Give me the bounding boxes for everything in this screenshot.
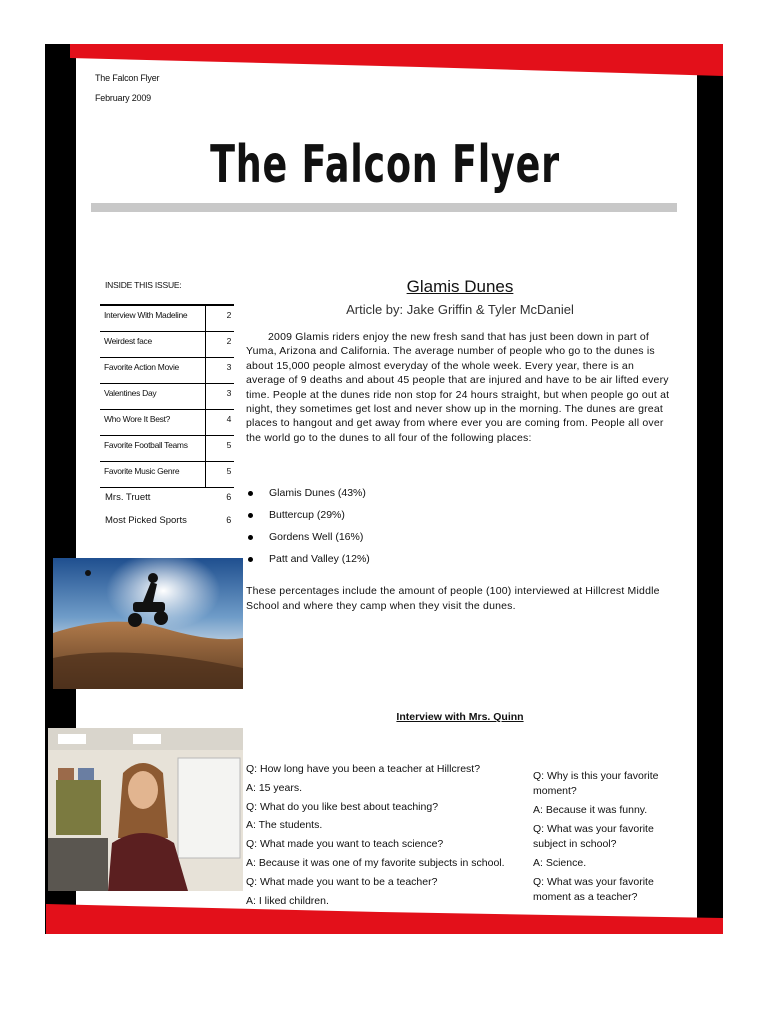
- toc-row[interactable]: [100, 435, 234, 461]
- toc-item-title: Interview With Madeline: [104, 310, 188, 320]
- issue-date: February 2009: [95, 93, 151, 103]
- toc-item-page: 2: [226, 336, 231, 346]
- interview-line: A: The students.: [246, 819, 323, 832]
- toc-item-page: 5: [226, 440, 231, 450]
- toc-item-title: Favorite Music Genre: [104, 466, 180, 476]
- toc-row[interactable]: [100, 331, 234, 357]
- interview-line: A: Because it was one of my favorite subjects in school.: [246, 856, 505, 869]
- bullet-icon: [248, 513, 253, 518]
- toc-row[interactable]: [100, 488, 234, 511]
- list-item: [246, 504, 546, 526]
- masthead-rule: [91, 203, 677, 212]
- toc-item-page: 4: [226, 414, 231, 424]
- toc-row[interactable]: [100, 304, 234, 331]
- toc-item-page: 3: [226, 388, 231, 398]
- toc-item-page: 6: [226, 492, 231, 502]
- toc-row[interactable]: [100, 409, 234, 435]
- toc-item-title: Who Wore It Best?: [104, 414, 171, 424]
- toc-item-title: Most Picked Sports: [105, 515, 187, 526]
- toc-item-page: 5: [226, 466, 231, 476]
- toc-row[interactable]: [100, 511, 234, 534]
- interview-right-column: [533, 769, 683, 909]
- interview-line: Q: What do you like best about teaching?: [246, 800, 439, 813]
- toc-item-title: Favorite Action Movie: [104, 362, 179, 372]
- article-byline: Article by: Jake Griffin & Tyler McDaniel: [346, 302, 574, 317]
- places-list: [246, 482, 546, 570]
- bullet-icon: [248, 557, 253, 562]
- interview-line: Q: What was your favorite moment as a teacher?: [533, 876, 654, 903]
- interview-line: Q: What made you want to be a teacher?: [246, 875, 438, 888]
- toc-item-title: Weirdest face: [104, 336, 152, 346]
- toc-row[interactable]: [100, 461, 234, 488]
- interview-line: Q: What was your favorite subject in school?: [533, 823, 654, 850]
- list-item: [246, 482, 546, 504]
- toc-item-title: Mrs. Truett: [105, 492, 151, 503]
- toc-item-title: Valentines Day: [104, 388, 157, 398]
- article-body: [246, 330, 674, 445]
- toc-table: [100, 304, 234, 534]
- bullet-icon: [248, 491, 253, 496]
- article-note: These percentages include the amount of people (100) interviewed at Hillcrest Middle School and where they camp when they visit the dunes.: [246, 585, 660, 612]
- newsletter-name: The Falcon Flyer: [95, 73, 160, 83]
- article-title: Glamis Dunes: [406, 277, 514, 296]
- interview-line: A: 15 years.: [246, 781, 303, 794]
- interview-line: Q: What made you want to teach science?: [246, 838, 444, 851]
- toc-heading: INSIDE THIS ISSUE:: [105, 280, 182, 290]
- interview-line: Q: How long have you been a teacher at Hillcrest?: [246, 763, 481, 775]
- toc-item-page: 3: [226, 362, 231, 372]
- teacher-photo: [48, 728, 243, 891]
- interview-line: A: I liked children.: [246, 894, 329, 907]
- atv-dunes-photo: [53, 558, 243, 689]
- interview-title: Interview with Mrs. Quinn: [396, 711, 524, 723]
- interview-line: Q: Why is this your favorite moment?: [533, 770, 659, 797]
- list-item-text: Patt and Valley (12%): [269, 553, 370, 565]
- list-item-text: Buttercup (29%): [269, 509, 345, 521]
- toc-item-title: Favorite Football Teams: [104, 440, 188, 450]
- interview-line: A: Because it was funny.: [533, 804, 648, 816]
- toc-row[interactable]: [100, 357, 234, 383]
- list-item-text: Gordens Well (16%): [269, 531, 364, 543]
- bullet-icon: [248, 535, 253, 540]
- list-item-text: Glamis Dunes (43%): [269, 487, 366, 499]
- interview-left-column: [246, 760, 531, 910]
- masthead-title: The Falcon Flyer: [210, 135, 560, 195]
- toc-row[interactable]: [100, 383, 234, 409]
- list-item: [246, 526, 546, 548]
- interview-line: A: Science.: [533, 857, 587, 869]
- list-item: [246, 548, 546, 570]
- article-paragraph: 2009 Glamis riders enjoy the new fresh sand that has just been down in part of Yuma, Arizona and California. The average number of people who go to the dunes is about 15,000 people almost everyday of the whole week. Every year, there is an average of 9 deaths and about 45 people that are injured and have to be air lifted every time. People at the dunes ride non stop for 24 hours straight, but when people go out at night, they sometimes get lost and never show up in the morning. The dunes are great places to hangout and get away from where ever you are coming from. People all over the world go to the dunes to all four of the following places:: [246, 331, 670, 444]
- toc-item-page: 2: [226, 310, 231, 320]
- toc-item-page: 6: [226, 515, 231, 525]
